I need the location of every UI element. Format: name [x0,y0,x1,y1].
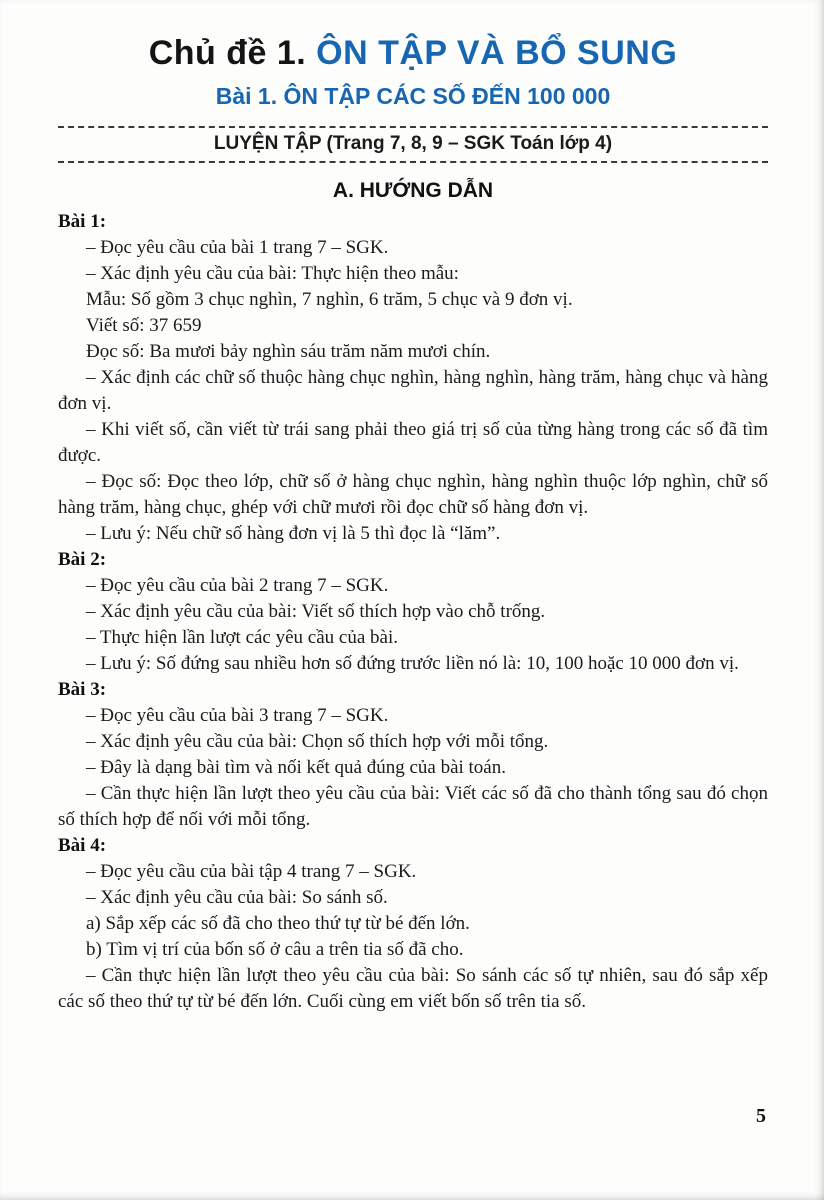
guide-paragraph: – Xác định yêu cầu của bài: So sánh số. [86,886,388,908]
guide-paragraph: – Thực hiện lần lượt các yêu cầu của bài. [86,626,398,648]
guide-paragraph: – Đọc số: Đọc theo lớp, chữ số ở hàng chục nghìn, hàng nghìn thuộc lớp nghìn, chữ số hàng trăm, hàng chục, ghép với chữ mươi rồi đọc chữ số hàng đơn vị. [58,470,768,518]
guide-paragraph: – Đọc yêu cầu của bài 1 trang 7 – SGK. [86,236,389,258]
guide-paragraph: a) Sắp xếp các số đã cho theo thứ tự từ bé đến lớn. [86,912,470,934]
exercise-heading: Bài 4: [58,834,107,856]
guide-paragraph: Mẫu: Số gồm 3 chục nghìn, 7 nghìn, 6 trăm, 5 chục và 9 đơn vị. [86,288,573,310]
lesson-title: Bài 1. ÔN TẬP CÁC SỐ ĐẾN 100 000 [215,83,611,110]
exercise-heading: Bài 1: [58,210,107,232]
guide-paragraph: – Lưu ý: Số đứng sau nhiều hơn số đứng trước liền nó là: 10, 100 hoặc 10 000 đơn vị. [86,652,739,674]
section-box-luyen-tap: LUYỆN TẬP (Trang 7, 8, 9 – SGK Toán lớp 4) [58,126,768,163]
exercise-heading: Bài 3: [58,678,107,700]
guide-paragraph: – Khi viết số, cần viết từ trái sang phải theo giá trị số của từng hàng trong các số đã tìm được. [58,418,768,466]
guide-content [58,209,768,1015]
guide-paragraph: – Xác định yêu cầu của bài: Viết số thích hợp vào chỗ trống. [86,600,546,622]
chapter-title-text: ÔN TẬP VÀ BỔ SUNG [316,34,678,72]
guide-paragraph: – Xác định các chữ số thuộc hàng chục nghìn, hàng nghìn, hàng trăm, hàng chục và hàng đơn vị. [58,366,768,414]
guide-paragraph: Viết số: 37 659 [86,314,202,336]
guide-paragraph: – Đọc yêu cầu của bài tập 4 trang 7 – SGK. [86,860,417,882]
guide-paragraph: – Đây là dạng bài tìm và nối kết quả đúng của bài toán. [86,756,506,778]
guide-paragraph: Đọc số: Ba mươi bảy nghìn sáu trăm năm mươi chín. [86,340,491,362]
exercise-section [58,833,768,1015]
guide-paragraph: – Xác định yêu cầu của bài: Chọn số thích hợp với mỗi tổng. [86,730,549,752]
page-number: 5 [756,1105,766,1127]
exercise-section [58,209,768,547]
chapter-title [58,34,768,73]
guide-paragraph: – Cần thực hiện lần lượt theo yêu cầu của bài: So sánh các số tự nhiên, sau đó sắp xếp các số theo thứ tự từ bé đến lớn. Cuối cùng em viết bốn số trên tia số. [58,964,768,1012]
guide-paragraph: – Cần thực hiện lần lượt theo yêu cầu của bài: Viết các số đã cho thành tổng sau đó chọn số thích hợp để nối với mỗi tổng. [58,782,768,830]
exercise-heading: Bài 2: [58,548,107,570]
guide-paragraph: – Lưu ý: Nếu chữ số hàng đơn vị là 5 thì đọc là “lăm”. [86,522,501,544]
exercise-section [58,677,768,833]
exercise-section [58,547,768,677]
guide-paragraph: b) Tìm vị trí của bốn số ở câu a trên tia số đã cho. [86,938,464,960]
guide-paragraph: – Đọc yêu cầu của bài 3 trang 7 – SGK. [86,704,389,726]
guide-paragraph: – Đọc yêu cầu của bài 2 trang 7 – SGK. [86,574,389,596]
guide-paragraph: – Xác định yêu cầu của bài: Thực hiện theo mẫu: [86,262,459,284]
chapter-title-prefix: Chủ đề 1. [148,34,317,72]
section-a-heading: A. HƯỚNG DẪN [332,178,494,202]
